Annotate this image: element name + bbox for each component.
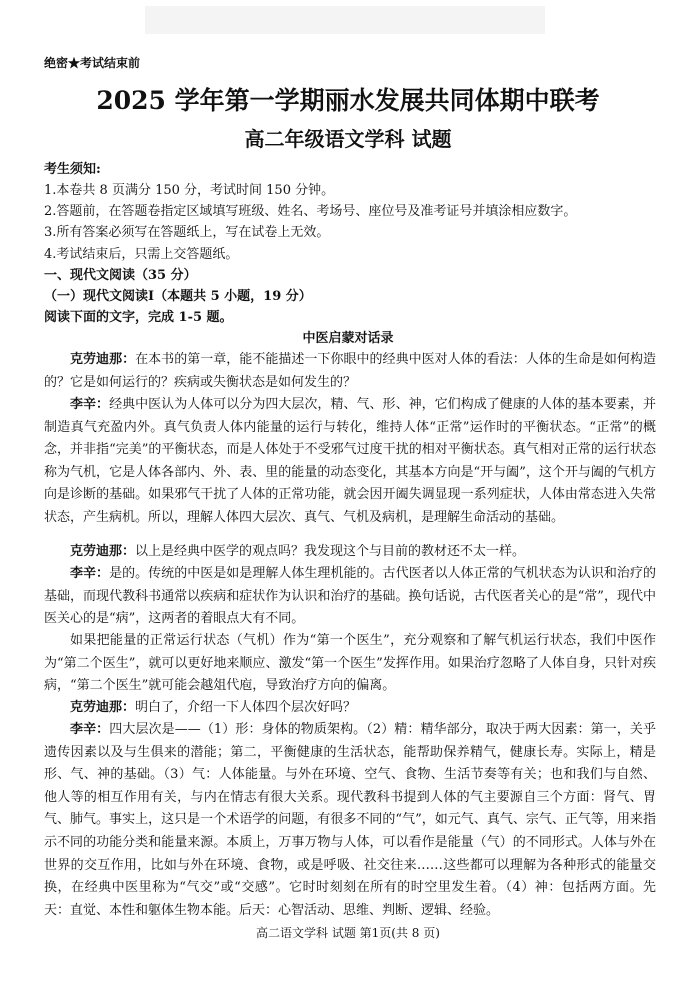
page-footer: 高二语文学科 试题 第1页(共 8 页) (256, 926, 440, 940)
paragraph-text: 是的。传统的中医是如是理解人体生理机能的。古代医者以人体正常的气机状态为认识和治疗的基础，而现代教科书通常以疾病和症状作为认识和治疗的基础。换句话说，古代医者关心的是“常”，现代中医关心的是“病”，这两者的着眼点大有不同。 (44, 566, 656, 627)
speaker-name: 李辛： (70, 566, 110, 581)
section-subheading: （一）现代文阅读Ⅰ（本题共 5 小题，19 分） (44, 289, 312, 304)
speaker-name: 克劳迪那： (70, 352, 136, 367)
notice-item: 4.考试结束后，只需上交答题纸。 (44, 247, 239, 262)
dialogue-paragraph (44, 630, 656, 698)
speaker-name: 克劳迪那： (70, 700, 136, 715)
paragraph-text: 在本书的第一章，能不能描述一下你眼中的经典中医对人体的看法：人体的生命是如何构造的？它是如何运行的？疾病或失衡状态是如何发生的？ (44, 352, 656, 390)
confidential-label: 绝密★考试结束前 (44, 56, 141, 70)
exam-title: 2025 学年第一学期丽水发展共同体期中联考 (96, 86, 600, 115)
speaker-name: 李辛： (70, 397, 110, 412)
dialogue-paragraph (44, 541, 656, 564)
dialogue-paragraph (44, 349, 656, 394)
reading-instruction: 阅读下面的文字，完成 1-5 题。 (44, 310, 233, 325)
dialogue-paragraph (44, 719, 656, 922)
notice-heading: 考生须知: (44, 162, 101, 177)
paragraph-text: 四大层次是——（1）形：身体的物质架构。（2）精：精华部分，取决于两大因素：第一，关乎遗传因素以及与生俱来的潜能；第二，平衡健康的生活状态，能帮助保养精气，健康长寿。实际上，精是形、气、神的基础。（3）气：人体能量。与外在环境、空气、食物、生活节奏等有关；也和我们与自然、他人等的相互作用有关，与内在情志有很大关系。现代教科书提到人体的气主要源自三个方面：肾气、胃气、肺气。事实上，这只是一个术语学的问题，有很多不同的“气”，如元气、真气、宗气、正气等，用来指示不同的功能分类和能量来源。本质上，万事万物与人体，可以看作是能量（气）的不同形式。人体与外在世界的交互作用，比如与外在环境、食物，或是呼吸、社交往来……这些都可以理解为各种形式的能量交换，在经典中医里称为“气交”或“交感”。它时时刻刻在所有的时空里发生着。（4）神：包括两方面。先天：直觉、本性和躯体生物本能。后天：心智活动、思维、判断、逻辑、经验。 (44, 722, 656, 918)
speaker-name: 李辛： (70, 722, 110, 737)
exam-subtitle: 高二年级语文学科 试题 (244, 127, 452, 151)
dialogue-paragraph (44, 563, 656, 631)
paragraph-text: 经典中医认为人体可以分为四大层次，精、气、形、神，它们构成了健康的人体的基本要素，并制造真气充盈内外。真气负责人体内能量的运行与转化，维持人体“正常”运作时的平衡状态。“正常”的概念，并非指“完美”的平衡状态，而是人体处于不受邪气过度干扰的相对平衡状态。真气相对正常的运行状态称为气机，它是人体各部内、外、表、里的能量的动态变化，其基本方向是“开与阖”，这个开与阖的气机方向是诊断的基础。如果邪气干扰了人体的正常功能，就会因开阖失调显现一系列症状，人体由常态进入失常状态，产生病机。所以，理解人体四大层次、真气、气机及病机，是理解生命活动的基础。 (44, 397, 656, 525)
speaker-name: 克劳迪那： (70, 544, 136, 559)
dialogue-paragraph (44, 394, 656, 530)
notice-item: 2.答题前，在答题卷指定区域填写班级、姓名、考场号、座位号及准考证号并填涂相应数字。 (44, 204, 577, 219)
paragraph-text: 以上是经典中医学的观点吗？我发现这个与目前的教材还不太一样。 (135, 544, 526, 559)
dialogue-paragraph (44, 697, 656, 720)
paragraph-text: 明白了，介绍一下人体四个层次好吗？ (135, 700, 357, 715)
paragraph-text: 如果把能量的正常运行状态（气机）作为“第一个医生”，充分观察和了解气机运行状态，我们中医作为“第二个医生”，就可以更好地来顺应、激发“第一个医生”发挥作用。如果治疗忽略了人体自身，只针对疾病，“第二个医生”就可能会越俎代庖，导致治疗方向的偏离。 (44, 633, 656, 694)
notice-item: 1.本卷共 8 页满分 150 分，考试时间 150 分钟。 (44, 183, 335, 198)
scan-header-strip (145, 6, 545, 34)
notice-item: 3.所有答案必须写在答题纸上，写在试卷上无效。 (44, 225, 330, 240)
section-heading: 一、现代文阅读（35 分） (44, 268, 197, 283)
article-title: 中医启蒙对话录 (302, 331, 394, 346)
